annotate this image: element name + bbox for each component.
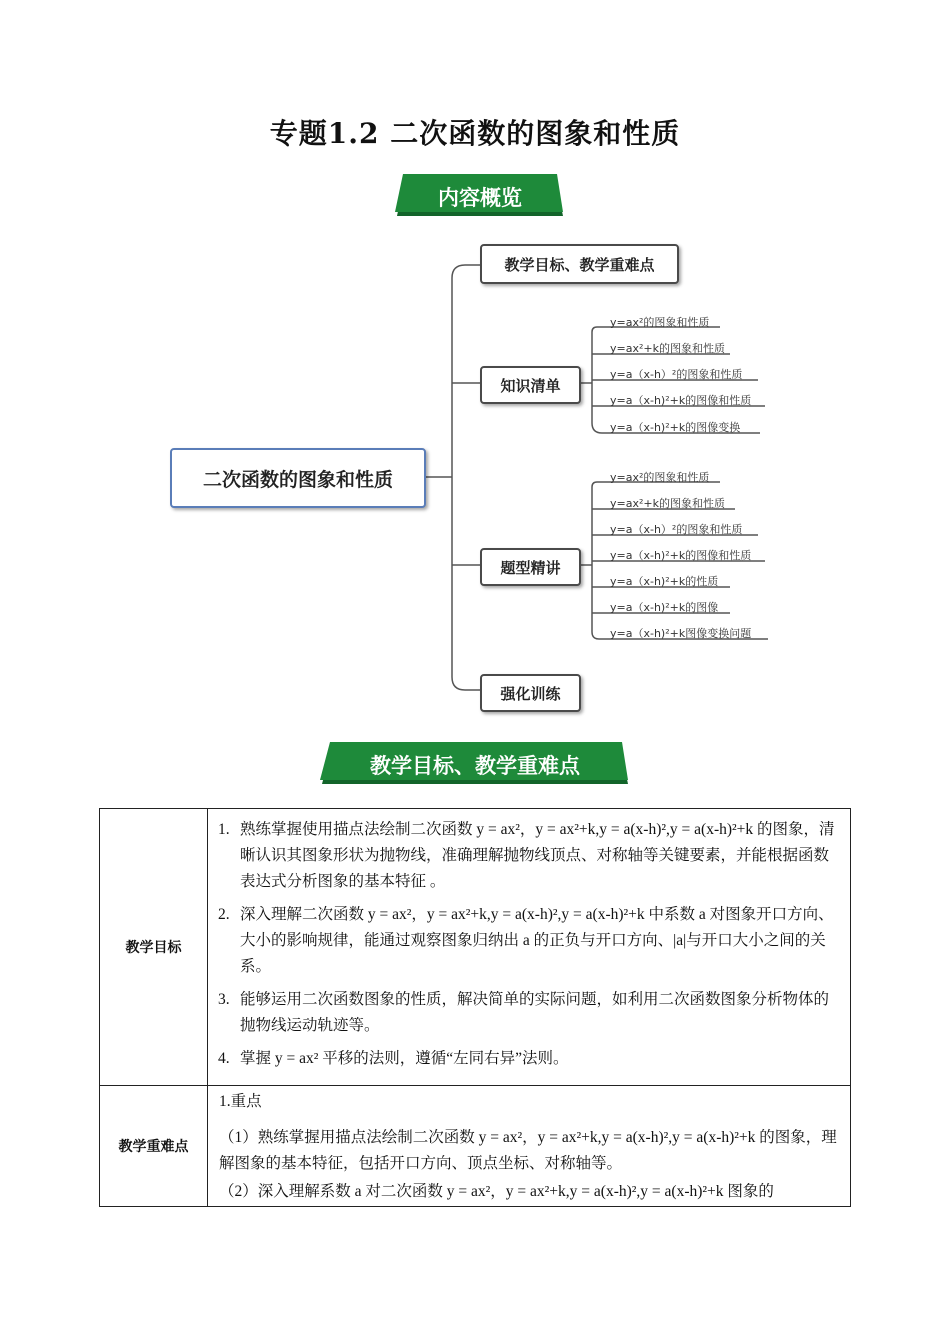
problem-leaf: y=ax²的图象和性质 [610,471,710,484]
mindmap-root-node: 二次函数的图象和性质 [170,448,426,508]
list-item [218,817,840,895]
branch-problems-node: 题型精讲 [480,548,581,586]
problem-leaf: y=a（x-h)²+k的图像和性质 [610,549,752,562]
item-text: 能够运用二次函数图象的性质，解决简单的实际问题，如利用二次函数图象分析物体的抛物线运动轨迹等。 [240,991,830,1034]
item-text: 深入理解二次函数 y = ax²，y = ax²+k,y = a(x-h)²,y = a(x-h)²+k 中系数 a 对图象开口方向、大小的影响规律，能通过观察图象归纳出 a 的正负与开口方向、|a|与开口大小之间的关系。 [240,906,834,975]
branch-goals-node: 教学目标、教学重难点 [480,244,679,284]
item-number: 2. [218,906,230,923]
branch-training-node: 强化训练 [480,674,581,712]
knowledge-leaf: y=ax²的图象和性质 [610,316,710,329]
problem-leaf: y=a（x-h)²+k的图像 [610,601,719,614]
knowledge-leaf: y=ax²+k的图象和性质 [610,342,725,355]
problem-leaf: y=a（x-h)²+k的性质 [610,575,719,588]
key-point: （2）深入理解系数 a 对二次函数 y = ax²，y = ax²+k,y = a(x-h)²,y = a(x-h)²+k 图象的 [219,1183,774,1200]
mindmap [0,230,950,720]
item-text: 熟练掌握使用描点法绘制二次函数 y = ax²，y = ax²+k,y = a(x-h)²,y = a(x-h)²+k 的图象，清晰认识其图象形状为抛物线，准确理解抛物线顶点、对称轴等关键要素，并能根据函数表达式分析图象的基本特征 。 [240,821,835,890]
mindmap-connectors [0,230,950,720]
list-item [218,902,840,980]
goals-table [99,808,851,1207]
problem-leaf: y=ax²+k的图象和性质 [610,497,725,510]
item-number: 1. [218,821,230,838]
problem-leaf: y=a（x-h)²+k图像变换问题 [610,627,752,640]
goals-banner [320,742,630,788]
key-heading: 1.重点 [219,1093,262,1110]
table-row [100,1086,851,1207]
list-item [218,987,840,1039]
key-points-cell [208,1086,851,1207]
goals-banner-label: 教学目标、教学重难点 [370,754,580,778]
row-label-key-points: 教学重难点 [100,1086,208,1207]
list-item [218,1046,840,1072]
branch-knowledge-node: 知识清单 [480,366,581,404]
overview-banner [395,174,565,220]
goals-cell [208,809,851,1086]
overview-banner-label: 内容概览 [438,186,522,210]
page-title: 专题1.2 二次函数的图象和性质 [269,117,681,150]
row-label-goals: 教学目标 [100,809,208,1086]
table-row [100,809,851,1086]
knowledge-leaf: y=a（x-h）²的图象和性质 [610,368,743,381]
key-point: （1）熟练掌握用描点法绘制二次函数 y = ax²，y = ax²+k,y = a(x-h)²,y = a(x-h)²+k 的图象，理解图象的基本特征，包括开口方向、顶点坐标、对称轴等。 [219,1129,837,1172]
knowledge-leaf: y=a（x-h)²+k的图像和性质 [610,394,752,407]
item-number: 3. [218,991,230,1008]
knowledge-leaf: y=a（x-h)²+k的图像变换 [610,421,741,434]
item-text: 掌握 y = ax² 平移的法则，遵循“左同右异”法则。 [240,1050,569,1067]
problem-leaf: y=a（x-h）²的图象和性质 [610,523,743,536]
item-number: 4. [218,1050,230,1067]
